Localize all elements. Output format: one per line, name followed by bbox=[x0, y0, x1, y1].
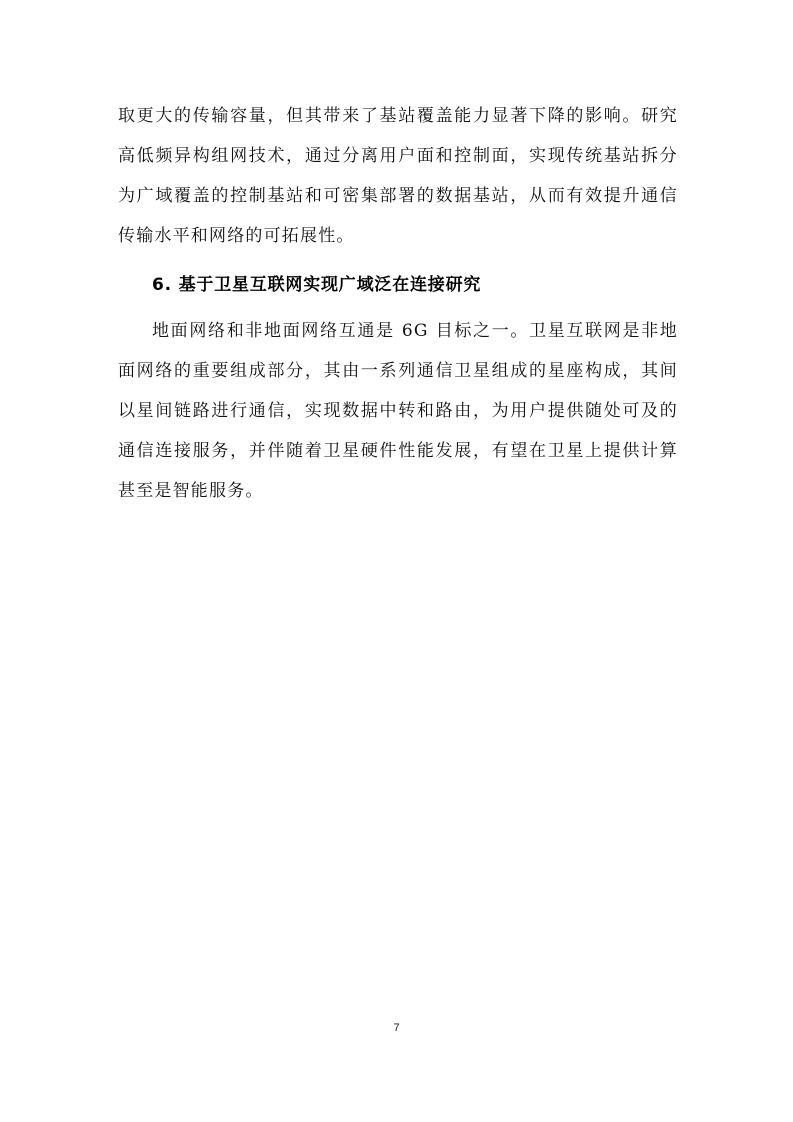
page-number: 7 bbox=[393, 1022, 400, 1034]
paragraph-continued: 取更大的传输容量，但其带来了基站覆盖能力显著下降的影响。研究高低频异构组网技术，通过分离用户面和控制面，实现传统基站拆分为广域覆盖的控制基站和可密集部署的数据基站，从而有效提升通信传输水平和网络的可拓展性。 bbox=[118, 106, 678, 246]
section-heading: 6. 基于卫星互联网实现广域泛在连接研究 bbox=[152, 275, 482, 295]
paragraph-satellite-internet: 地面网络和非地面网络互通是 6G 目标之一。卫星互联网是非地面网络的重要组成部分，其由一系列通信卫星组成的星座构成，其间以星间链路进行通信，实现数据中转和路由，为用户提供随处可及的通信连接服务，并伴随着卫星硬件性能发展，有望在卫星上提供计算甚至是智能服务。 bbox=[118, 321, 678, 501]
